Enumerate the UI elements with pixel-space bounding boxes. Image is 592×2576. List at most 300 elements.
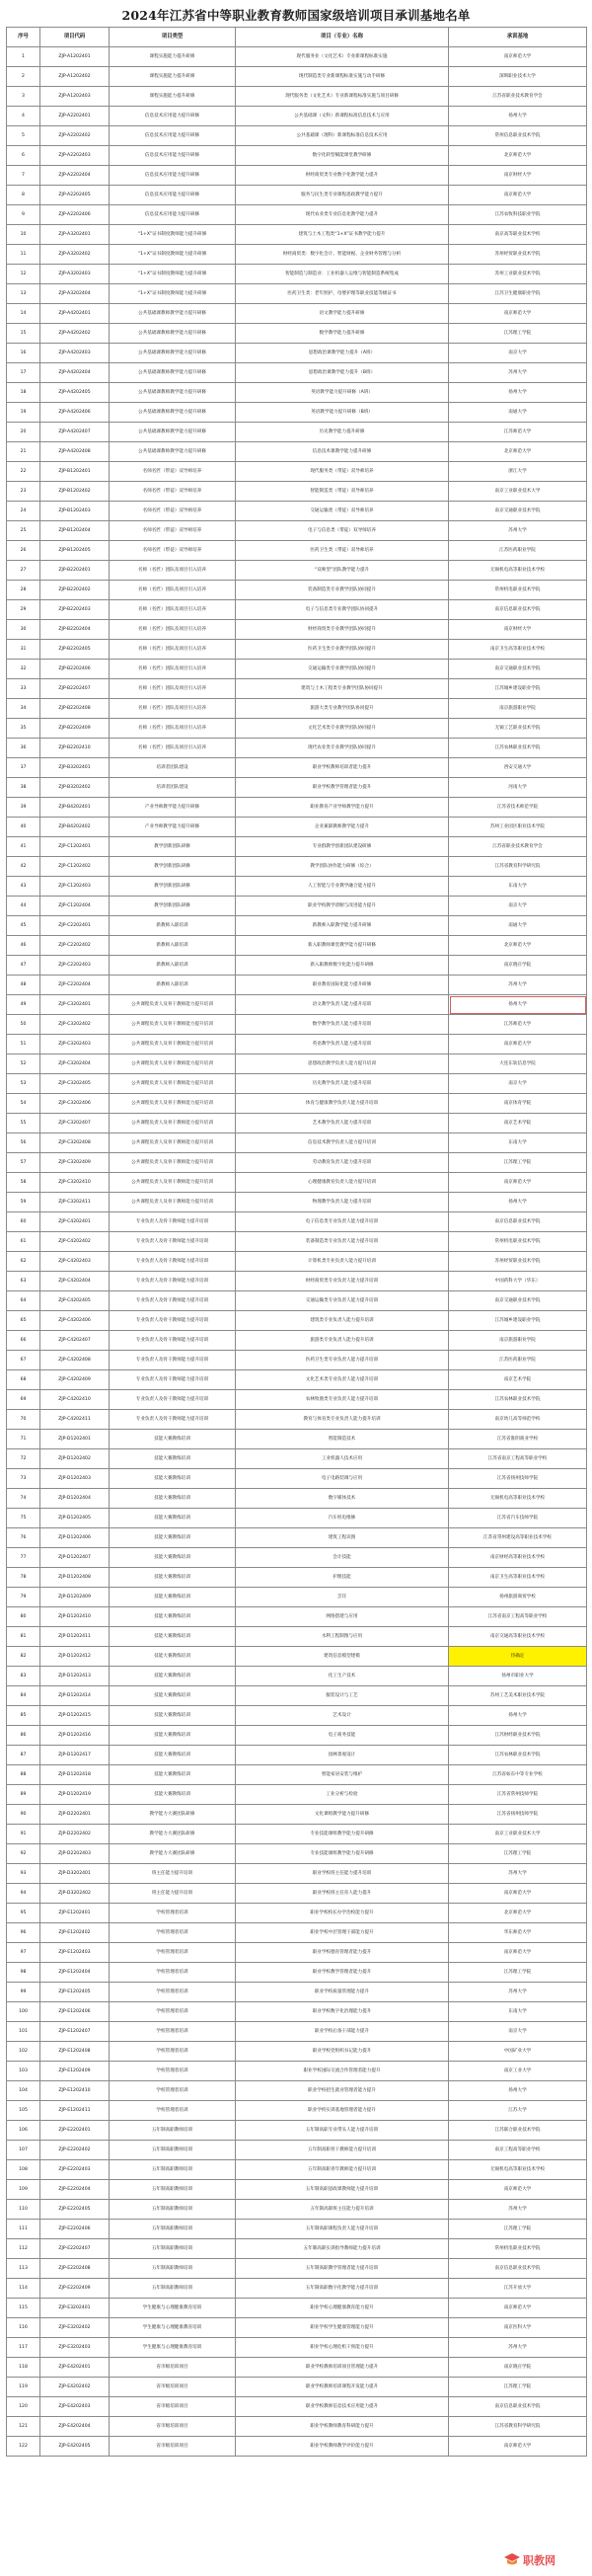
row-type: 名师名匠（带徒）双导师培养 <box>110 462 236 482</box>
table-row <box>7 2101 587 2121</box>
row-type: 学校管理者培训 <box>110 2002 236 2022</box>
row-type: 五年制高职教师培训 <box>110 2200 236 2220</box>
row-name: 艺术设计 <box>236 1706 449 1726</box>
row-name: 电子与信息类（带徒）双导师培养 <box>236 521 449 541</box>
row-name: 人工智能与专业教学融合能力提升 <box>236 877 449 897</box>
table-row <box>7 1054 587 1074</box>
row-base: 常州机电职业技术学院 <box>449 2239 587 2259</box>
row-base: 南京财经大学 <box>449 166 587 186</box>
row-type: 学校管理者培训 <box>110 2022 236 2042</box>
row-type: 名师（名匠）团队及项目引入培养 <box>110 660 236 679</box>
row-base: 南京交通职业技术学院 <box>449 660 587 679</box>
row-code: ZJP-A1202403 <box>40 87 110 107</box>
row-index: 36 <box>7 739 40 758</box>
row-index: 109 <box>7 2180 40 2200</box>
row-base: 待确定 <box>449 1647 587 1667</box>
row-type: 课程实施能力提升研修 <box>110 67 236 87</box>
row-code: ZJP-C4202401 <box>40 1212 110 1232</box>
row-index: 62 <box>7 1252 40 1272</box>
row-code: ZJP-E1202409 <box>40 2062 110 2081</box>
row-index: 56 <box>7 1133 40 1153</box>
row-name: 五年制高职教学管理者能力提升培训 <box>236 2259 449 2279</box>
row-name: 现代服务类（文化艺术）专业新课程标准实施与项目研修 <box>236 87 449 107</box>
row-base: 南京师范大学 <box>449 1173 587 1193</box>
row-name: 职业学校教学管理者能力提升 <box>236 1963 449 1983</box>
row-type: 名师（名匠）团队及项目引入培养 <box>110 620 236 640</box>
row-type: “1+X”证书制度教师能力提升研修 <box>110 225 236 245</box>
table-row <box>7 1943 587 1963</box>
row-index: 76 <box>7 1528 40 1548</box>
row-index: 34 <box>7 699 40 719</box>
row-code: ZJP-C3202403 <box>40 1035 110 1054</box>
row-index: 3 <box>7 87 40 107</box>
row-code: ZJP-A2202402 <box>40 126 110 146</box>
row-index: 52 <box>7 1054 40 1074</box>
row-index: 83 <box>7 1667 40 1686</box>
row-index: 84 <box>7 1686 40 1706</box>
table-row <box>7 1370 587 1390</box>
row-name: 新教师入职教学能力提升研修 <box>236 916 449 936</box>
row-code: ZJP-B2202403 <box>40 600 110 620</box>
row-type: 名师（名匠）团队及项目引入培养 <box>110 719 236 739</box>
row-type: 新教师入职培训 <box>110 976 236 995</box>
row-index: 21 <box>7 442 40 462</box>
table-row <box>7 462 587 482</box>
row-name: 农林牧渔类专业负责人能力提升培训 <box>236 1390 449 1410</box>
table-row <box>7 1410 587 1430</box>
row-index: 13 <box>7 284 40 304</box>
row-base: 中国药科大学（华东） <box>449 1272 587 1291</box>
row-index: 72 <box>7 1449 40 1469</box>
row-type: 教学能力大赛团队研修 <box>110 1844 236 1864</box>
row-type: 技能大赛教练培训 <box>110 1430 236 1449</box>
row-base: 江苏卫生健康职业学院 <box>449 284 587 304</box>
row-code: ZJP-D1202408 <box>40 1568 110 1588</box>
row-type: 技能大赛教练培训 <box>110 1706 236 1726</box>
table-row <box>7 1528 587 1548</box>
table-row <box>7 660 587 679</box>
table-row <box>7 1173 587 1193</box>
row-name: 职业学校教学管理者能力提升 <box>236 778 449 798</box>
table-row <box>7 2397 587 2417</box>
row-type: “1+X”证书制度教师能力提升研修 <box>110 265 236 284</box>
row-name: 电子电路装调与应用 <box>236 1469 449 1489</box>
row-type: 技能大赛教练培训 <box>110 1548 236 1568</box>
row-type: 信息技术应用能力提升研修 <box>110 146 236 166</box>
row-name: 思想政治课教学能力提升（A班） <box>236 344 449 363</box>
table-row <box>7 1844 587 1864</box>
row-index: 18 <box>7 383 40 403</box>
row-base: 苏州大学 <box>449 521 587 541</box>
row-base: 江苏省扬州技师学院 <box>449 1469 587 1489</box>
row-type: 公共课程负责人及骨干教师能力提升培训 <box>110 1114 236 1133</box>
row-code: ZJP-D2202401 <box>40 1805 110 1825</box>
row-base: 扬州大学 <box>449 383 587 403</box>
row-type: 学校管理者培训 <box>110 2101 236 2121</box>
row-code: ZJP-B2202404 <box>40 620 110 640</box>
row-type: 专业负责人及骨干教师能力提升培训 <box>110 1410 236 1430</box>
row-name: 五年制高职班主任能力提升培训 <box>236 2200 449 2220</box>
row-name: 新入职教师数字化能力提升研修 <box>236 956 449 976</box>
row-type: 专业负责人及骨干教师能力提升培训 <box>110 1291 236 1311</box>
table-row <box>7 679 587 699</box>
row-code: ZJP-E2202405 <box>40 2200 110 2220</box>
row-base: 南京大学 <box>449 2022 587 2042</box>
row-code: ZJP-A1202402 <box>40 67 110 87</box>
row-type: 技能大赛教练培训 <box>110 1469 236 1489</box>
table-row <box>7 600 587 620</box>
row-type: 技能大赛教练培训 <box>110 1686 236 1706</box>
row-name: 思想政治课教学能力提升（B班） <box>236 363 449 383</box>
row-name: 护理技能 <box>236 1568 449 1588</box>
row-code: ZJP-A4202405 <box>40 383 110 403</box>
table-row <box>7 284 587 304</box>
row-code: ZJP-A3202404 <box>40 284 110 304</box>
table-row <box>7 581 587 600</box>
row-type: 名师（名匠）团队及项目引入培养 <box>110 600 236 620</box>
row-base: 江苏省常州技师学院 <box>449 1785 587 1805</box>
row-base: 扬州旅游商贸学校 <box>449 1588 587 1607</box>
row-name: 现代制造类专业新课程标准实施与动手研修 <box>236 67 449 87</box>
row-base: 南京旅游职业学院 <box>449 699 587 719</box>
row-code: ZJP-B2202410 <box>40 739 110 758</box>
row-index: 29 <box>7 600 40 620</box>
row-index: 46 <box>7 936 40 956</box>
row-index: 81 <box>7 1627 40 1647</box>
row-base: 苏州工业园区职业技术学院 <box>449 818 587 837</box>
table-row <box>7 1351 587 1370</box>
row-type: 技能大赛教练培训 <box>110 1746 236 1765</box>
table-row <box>7 1272 587 1291</box>
row-base: 南京交通高等职业技术学校 <box>449 1627 587 1647</box>
row-name: 数字化转型赋能课堂教学研修 <box>236 146 449 166</box>
row-type: 技能大赛教练培训 <box>110 1528 236 1548</box>
row-type: 产业导师教学能力提升研修 <box>110 818 236 837</box>
row-code: ZJP-C3202406 <box>40 1094 110 1114</box>
row-type: 技能大赛教练培训 <box>110 1667 236 1686</box>
row-base: 北京师范大学 <box>449 442 587 462</box>
row-code: ZJP-E1202408 <box>40 2042 110 2062</box>
row-type: 公共基础课教师教学能力提升研修 <box>110 363 236 383</box>
row-base: 南京卫生高等职业技术学校 <box>449 640 587 660</box>
row-index: 22 <box>7 462 40 482</box>
row-name: 公共基础课（理科）新课程标准信息技术应用 <box>236 126 449 146</box>
row-base: 苏州大学 <box>449 976 587 995</box>
row-type: 学校管理者培训 <box>110 1904 236 1923</box>
row-base: 浙江大学 <box>449 462 587 482</box>
table-body <box>7 47 587 2457</box>
row-index: 107 <box>7 2141 40 2160</box>
row-type: 技能大赛教练培训 <box>110 1647 236 1667</box>
row-code: ZJP-D1202404 <box>40 1489 110 1509</box>
table-row <box>7 1331 587 1351</box>
row-name: 财经商贸类专业教学团队协同提升 <box>236 620 449 640</box>
row-code: ZJP-C4202409 <box>40 1370 110 1390</box>
table-row <box>7 2002 587 2022</box>
row-index: 97 <box>7 1943 40 1963</box>
table-row <box>7 1765 587 1785</box>
row-base: 江苏城乡建设职业学院 <box>449 679 587 699</box>
row-name: 体育与健康教学负责人能力提升培训 <box>236 1094 449 1114</box>
row-index: 115 <box>7 2299 40 2318</box>
row-base: 江苏理工学院 <box>449 1963 587 1983</box>
row-index: 2 <box>7 67 40 87</box>
row-base: 扬州市职业大学 <box>449 1667 587 1686</box>
row-index: 42 <box>7 857 40 877</box>
row-code: ZJP-A2202404 <box>40 166 110 186</box>
table-row <box>7 2259 587 2279</box>
row-type: 课程实施能力提升研修 <box>110 47 236 67</box>
table-row <box>7 897 587 916</box>
row-base: 南京大学 <box>449 344 587 363</box>
table-row <box>7 1232 587 1252</box>
row-index: 110 <box>7 2200 40 2220</box>
row-type: 课程实施能力提升研修 <box>110 87 236 107</box>
row-code: ZJP-A3202403 <box>40 265 110 284</box>
row-type: 公共基础课教师教学能力提升研修 <box>110 324 236 344</box>
row-base: 中国矿业大学 <box>449 2042 587 2062</box>
row-index: 94 <box>7 1884 40 1904</box>
table-row <box>7 423 587 442</box>
table-row <box>7 1785 587 1805</box>
row-name: 现代服务业（文化艺术）专业新课程标准实施 <box>236 47 449 67</box>
row-index: 61 <box>7 1232 40 1252</box>
row-name: 建筑类专业负责人能力提升培训 <box>236 1311 449 1331</box>
row-code: ZJP-D1202407 <box>40 1548 110 1568</box>
row-base: 南京师范大学 <box>449 47 587 67</box>
row-name: 五年制高职骨干教师能力提升培训 <box>236 2141 449 2160</box>
row-index: 57 <box>7 1153 40 1173</box>
row-name: 文化艺术类专业负责人能力提升培训 <box>236 1370 449 1390</box>
row-base: 江苏省教育科学研究院 <box>449 2417 587 2437</box>
row-index: 80 <box>7 1607 40 1627</box>
row-base: 东南大学 <box>449 877 587 897</box>
row-type: 教学能力大赛团队研修 <box>110 1825 236 1844</box>
row-code: ZJP-C3202411 <box>40 1193 110 1212</box>
row-type: 五年制高职教师培训 <box>110 2180 236 2200</box>
row-type: 学校管理者培训 <box>110 2062 236 2081</box>
row-code: ZJP-E1202406 <box>40 2002 110 2022</box>
row-type: 名师（名匠）团队及项目引入培养 <box>110 679 236 699</box>
row-code: ZJP-D1202402 <box>40 1449 110 1469</box>
table-row <box>7 995 587 1015</box>
table-row <box>7 837 587 857</box>
table-row <box>7 857 587 877</box>
row-index: 51 <box>7 1035 40 1054</box>
table-row <box>7 324 587 344</box>
row-base: 南京信息职业技术学院 <box>449 600 587 620</box>
row-type: 公共课程负责人及骨干教师能力提升培训 <box>110 1054 236 1074</box>
row-base: 南京师范大学 <box>449 1943 587 1963</box>
row-name: 职业学校教师信息技术应用能力提升 <box>236 2397 449 2417</box>
row-index: 103 <box>7 2062 40 2081</box>
row-base: 江苏农林职业技术学院 <box>449 1390 587 1410</box>
row-code: ZJP-E4202403 <box>40 2397 110 2417</box>
table-row <box>7 758 587 778</box>
row-base: 北京师范大学 <box>449 1904 587 1923</box>
row-name: 现代服务类（带徒）双导师培养 <box>236 462 449 482</box>
row-code: ZJP-C3202402 <box>40 1015 110 1035</box>
row-code: ZJP-A4202401 <box>40 304 110 324</box>
row-index: 47 <box>7 956 40 976</box>
row-index: 102 <box>7 2042 40 2062</box>
row-type: 公共课程负责人及骨干教师能力提升培训 <box>110 1173 236 1193</box>
row-name: 汽车机电维修 <box>236 1509 449 1528</box>
table-row <box>7 383 587 403</box>
row-type: 信息技术应用能力提升研修 <box>110 166 236 186</box>
row-name: 财经商贸类：数字化会计、智能财税、企业财务管理与分析 <box>236 245 449 265</box>
row-name: 工业分析与检验 <box>236 1785 449 1805</box>
row-base: 西安交通大学 <box>449 758 587 778</box>
row-code: ZJP-A4202402 <box>40 324 110 344</box>
row-index: 93 <box>7 1864 40 1884</box>
watermark-logo-icon <box>503 2552 521 2568</box>
row-code: ZJP-E4202405 <box>40 2437 110 2457</box>
row-index: 114 <box>7 2279 40 2299</box>
row-code: ZJP-A4202406 <box>40 403 110 423</box>
row-code: ZJP-E2202409 <box>40 2279 110 2299</box>
table-row <box>7 640 587 660</box>
row-type: 名师名匠（带徒）双导师培养 <box>110 502 236 521</box>
row-index: 59 <box>7 1193 40 1212</box>
row-index: 74 <box>7 1489 40 1509</box>
row-base: 南京幼儿高等师范学校 <box>449 1410 587 1430</box>
row-name: 职业学校中层管理干部能力提升 <box>236 1923 449 1943</box>
row-base: 常州机电职业技术学院 <box>449 581 587 600</box>
row-code: ZJP-C4202407 <box>40 1331 110 1351</box>
table-row <box>7 1449 587 1469</box>
row-name: 教学团队协作能力研修（综合） <box>236 857 449 877</box>
row-base: 江苏省如东中等专业学校 <box>449 1765 587 1785</box>
row-name: 物理教学负责人能力提升培训 <box>236 1193 449 1212</box>
row-base: 无锡机电高等职业技术学校 <box>449 2160 587 2180</box>
row-code: ZJP-B4202401 <box>40 798 110 818</box>
row-type: 技能大赛教练培训 <box>110 1607 236 1627</box>
row-code: ZJP-E2202401 <box>40 2121 110 2141</box>
table-row <box>7 87 587 107</box>
row-index: 119 <box>7 2378 40 2397</box>
row-name: 化工生产技术 <box>236 1667 449 1686</box>
row-name: 现代农业类专业信息化教学能力提升 <box>236 205 449 225</box>
table-row <box>7 1390 587 1410</box>
row-name: 计算机类专业负责人能力提升培训 <box>236 1252 449 1272</box>
table-row <box>7 1489 587 1509</box>
row-code: ZJP-E2202408 <box>40 2259 110 2279</box>
row-index: 24 <box>7 502 40 521</box>
table-row <box>7 818 587 837</box>
row-base: 深圳职业技术大学 <box>449 67 587 87</box>
table-row <box>7 403 587 423</box>
row-index: 45 <box>7 916 40 936</box>
table-row <box>7 1193 587 1212</box>
row-name: 英语教学能力提升研修（A班） <box>236 383 449 403</box>
row-type: 教学能力大赛团队研修 <box>110 1805 236 1825</box>
row-name: 交通运输类（带徒）双导师培养 <box>236 502 449 521</box>
row-base: 江苏师范大学 <box>449 423 587 442</box>
row-name: 职业学校班主任育人能力提升 <box>236 1884 449 1904</box>
row-name: 服务与民生类专业课程思政教学能力提升 <box>236 186 449 205</box>
row-name: 英语教学负责人能力提升培训 <box>236 1035 449 1054</box>
table-row <box>7 699 587 719</box>
table-row <box>7 956 587 976</box>
table-row <box>7 541 587 561</box>
table-row <box>7 1035 587 1054</box>
row-name: 五年制高职课程负责人能力提升培训 <box>236 2220 449 2239</box>
row-code: ZJP-E3202401 <box>40 2299 110 2318</box>
row-name: 智能制造与制造业：工业机器人运维与智能制造系统集成 <box>236 265 449 284</box>
row-index: 87 <box>7 1746 40 1765</box>
row-base: 东南大学 <box>449 1133 587 1153</box>
row-code: ZJP-C4202406 <box>40 1311 110 1331</box>
row-code: ZJP-B4202402 <box>40 818 110 837</box>
header-code: 项目代码 <box>40 28 110 47</box>
row-code: ZJP-C4202403 <box>40 1252 110 1272</box>
row-base: 江苏理工学院 <box>449 1153 587 1173</box>
row-base: 无锡机电高等职业技术学校 <box>449 1489 587 1509</box>
table-row <box>7 2180 587 2200</box>
row-name: 旅游大类专业教学团队协同提升 <box>236 699 449 719</box>
row-index: 14 <box>7 304 40 324</box>
row-code: ZJP-D1202415 <box>40 1706 110 1726</box>
row-index: 39 <box>7 798 40 818</box>
row-index: 35 <box>7 719 40 739</box>
row-base: 南京大学 <box>449 897 587 916</box>
row-name: 园林景观设计 <box>236 1746 449 1765</box>
row-index: 73 <box>7 1469 40 1489</box>
row-base: 江苏农林职业技术学院 <box>449 739 587 758</box>
row-index: 111 <box>7 2220 40 2239</box>
table-row <box>7 1884 587 1904</box>
table-row <box>7 1153 587 1173</box>
row-code: ZJP-B2202409 <box>40 719 110 739</box>
row-base: 江苏省教育科学研究院 <box>449 857 587 877</box>
table-row <box>7 2081 587 2101</box>
row-index: 122 <box>7 2437 40 2457</box>
row-base: 江苏省淮阴商业学校 <box>449 1430 587 1449</box>
table-row <box>7 1706 587 1726</box>
row-index: 33 <box>7 679 40 699</box>
row-index: 75 <box>7 1509 40 1528</box>
row-name: 专业技能课组教学能力提升研修 <box>236 1825 449 1844</box>
row-code: ZJP-E3202402 <box>40 2318 110 2338</box>
table-row <box>7 1548 587 1568</box>
watermark-text: 职教网 <box>523 2554 555 2567</box>
table-row <box>7 2358 587 2378</box>
row-code: ZJP-C2202403 <box>40 956 110 976</box>
row-name: 思想政治教学负责人能力提升培训 <box>236 1054 449 1074</box>
row-type: 教学创新团队研修 <box>110 877 236 897</box>
row-name: 现代农业类专业教学团队协同提升 <box>236 739 449 758</box>
row-base: 无锡机电高等职业技术学校 <box>449 561 587 581</box>
table-row <box>7 1469 587 1489</box>
row-type: 学生健康与心理健康教育培训 <box>110 2338 236 2358</box>
table-row <box>7 1094 587 1114</box>
row-base: 无锡工艺职业技术学院 <box>449 719 587 739</box>
row-name: 装备制造类专业教学团队协同提升 <box>236 581 449 600</box>
row-code: ZJP-A2202401 <box>40 107 110 126</box>
row-code: ZJP-B1202404 <box>40 521 110 541</box>
row-type: 名师（名匠）团队及项目引入培养 <box>110 739 236 758</box>
table-row <box>7 166 587 186</box>
row-code: ZJP-A3202401 <box>40 225 110 245</box>
row-index: 86 <box>7 1726 40 1746</box>
row-base: 南京信息职业技术学院 <box>449 1212 587 1232</box>
row-type: 名师（名匠）团队及项目引入培养 <box>110 561 236 581</box>
row-index: 9 <box>7 205 40 225</box>
row-code: ZJP-D1202412 <box>40 1647 110 1667</box>
row-name: 教育与体育类专业负责人能力提升培训 <box>236 1410 449 1430</box>
row-type: 专业负责人及骨干教师能力提升培训 <box>110 1212 236 1232</box>
